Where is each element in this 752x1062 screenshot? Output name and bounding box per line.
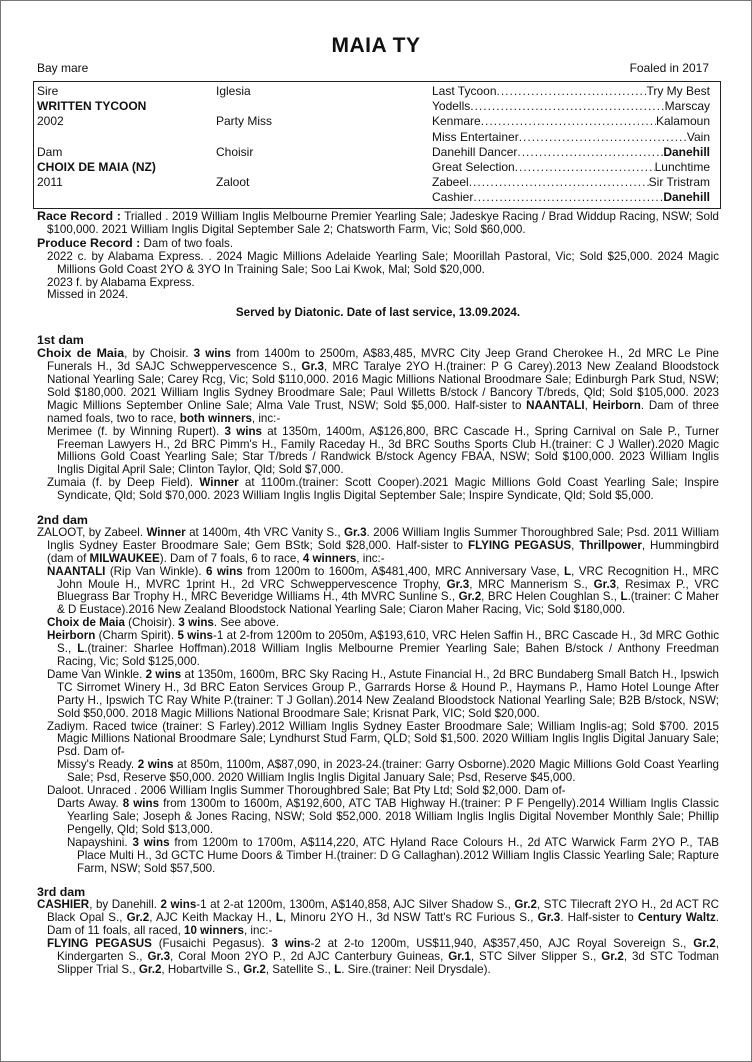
service-note: Served by Diatonic. Date of last service, 13.09.2024. [235,306,521,320]
progeny-choix-de-maia: Choix de Maia (Choisir). 3 wins. See above. [47,616,279,630]
second-dam-heading: 2nd dam [37,513,88,528]
horse-name: MAIA TY [331,34,421,57]
grandparent: Iglesia [216,84,251,98]
progeny-daloot: Daloot. Unraced . 2006 William Inglis Summer Thoroughbred Sale; Bat Pty Ltd; Sold $2,000. Dam of- [47,784,566,798]
sex-colour: Bay mare [37,61,89,75]
dam-label: Dam [37,144,63,159]
produce-item: 2023 f. by Alabama Express. [47,275,195,289]
ancestor-row: Miss Entertainer ..... Vain [432,130,710,145]
dam-name: CHOIX DE MAIA (NZ) [37,159,156,174]
progeny-dame-van-winkle: Dame Van Winkle. 2 wins at 1350m, 1600m, BRC Sky Racing H., Astute Financial H., 2d BRC Bundaberg Small Batch H., Ipswich TC Sirromet Winery H., 3d BRC Eaton Services Group P., Garrards Horse & Hound P., Haymans P., Hamo Hotel Lounge After Party H., Ipswich TC Ray White P.(trainer: T J Gollan).2014 New Zealand Bloodstock National Yearling Sale; B2B B/stock, NSW; Sold $50,000. 2018 Magic Millions National Broodmare Sale; Krisnat Park, VIC; Sold $20,000. [47,667,719,720]
ancestor-row: Kenmare ..... Kalamoun [432,114,710,129]
third-dam-heading: 3rd dam [37,885,86,900]
progeny-missys-ready: Missy's Ready. 2 wins at 850m, 1100m, A$87,090, in 2023-24.(trainer: Garry Osborne).2020 Magic Millions Gold Coast Yearling Sale; Psd, Reserve $50,000. 2020 William Inglis Inglis Digital January Sale; Psd, Reserve $45,000. [57,758,719,785]
dam-year: 2011 [37,175,63,190]
catalogue-body [37,210,719,977]
third-dam-entry: CASHIER, by Danehill. 2 wins-1 at 2-at 1200m, 1300m, A$140,858, AJC Silver Shadow S., Gr.2, STC Tilecraft 2YO H., 2d ACT RC Black Opal S., Gr.2, AJC Keith Mackay H., L, Minoru 2YO H., 3d NSW Tatt's RC Furious S., Gr.3. Half-sister to Century Waltz. Dam of 11 foals, all raced, 10 winners, inc:- [37,898,719,938]
first-dam-heading: 1st dam [37,333,84,348]
foaled-year: Foaled in 2017 [629,61,709,75]
pedigree-grandparents [216,84,272,190]
pedigree-table [33,81,721,209]
progeny-flying-pegasus: FLYING PEGASUS (Fusaichi Pegasus). 3 wins-2 at 2-to 1200m, US$11,940, A$357,450, AJC Royal Sovereign S., Gr.2, Kindergarten S., Gr.3, Coral Moon 2YO P., 2d AJC Canterbury Guineas, Gr.1, STC Silver Slipper S., Gr.2, 3d STC Todman Slipper Trial S., Gr.2, Hobartville S., Gr.2, Satellite S., L. Sire.(trainer: Neil Drysdale). [47,937,719,976]
pedigree-ancestors [432,84,710,206]
ancestor-row: Last Tycoon ..... Try My Best [432,84,710,99]
ancestor-row: Danehill Dancer ..... Danehill [432,145,710,160]
ancestor-row: Zabeel ..... Sir Tristram [432,175,710,190]
produce-item: Missed in 2024. [47,288,129,302]
sire-year: 2002 [37,114,64,129]
pedigree-parents [37,84,156,190]
progeny-zadiym: Zadiym. Raced twice (trainer: S Farley).2012 William Inglis Sydney Easter Broodmare Sale; William Inglis-ag; Sold $700. 2015 Magic Millions National Broodmare Sale; Lyndhurst Stud Farm, QLD; Sold $1,500. 2020 William Inglis Inglis Digital January Sale; Psd. Dam of- [47,719,719,759]
ancestor-row: Cashier ..... Danehill [432,190,710,205]
first-dam-entry: Choix de Maia, by Choisir. 3 wins from 1400m to 2500m, A$83,485, MVRC City Jeep Grand Cherokee H., 2d MRC Le Pine Funerals H., 3d SAJC Schweppervescence S., Gr.3, MRC Taralye 2YO H.(trainer: P G Carey).2013 New Zealand Bloodstock National Yearling Sale; Carey Rcg, Vic; Sold $110,000. 2016 Magic Millions National Broodmare Sale; Edinburgh Park Stud, NSW; Sold $180,000. 2021 William Inglis Sydney Broodmare Sale; Paul Willetts B/stock / Bancory T/breds, Qld; Sold $105,000. 2023 Magic Millions September Online Sale; Alma Vale Trust, NSW; Sold $5,000. Half-sister to NAANTALI, Heirborn. Dam of three named foals, two to race, both winners, inc:- [37,346,719,425]
progeny-naantali: NAANTALI (Rip Van Winkle). 6 wins from 1200m to 1600m, A$481,400, MRC Anniversary Vase, L, VRC Recognition H., MRC John Moule H., MVRC 1print H., 2d VRC Schweppervescence Trophy, Gr.3, MRC Mannerism S., Gr.3, Resimax P., VRC Bluegrass Bar Trophy H., MRC Beveridge Williams H., 4th MVRC Sunline S., Gr.2, BRC Helen Coughlan S., L.(trainer: C Maher & D Eustace).2016 New Zealand Bloodstock National Yearling Sale; Ciaron Maher Racing, Vic; Sold $180,000. [47,564,720,617]
ancestor-row: Yodells ..... Marscay [432,99,710,114]
sire-label: Sire [37,84,59,98]
grandparent: Party Miss [216,114,273,129]
grandparent: Zaloot [216,175,250,190]
produce-item: 2022 c. by Alabama Express. . 2024 Magic Millions Adelaide Yearling Sale; Moorillah Pastoral, Vic; Sold $25,000. 2024 Magic Millions Gold Coast 2YO & 3YO In Training Sale; Soo Lai Kwok, Mal; Sold $20,000. [47,249,719,276]
grandparent: Choisir [216,144,254,159]
progeny-merimee: Merimee (f. by Winning Rupert). 3 wins at 1350m, 1400m, A$126,800, BRC Cascade H., Spring Carnival on Sale P., Turner Freeman Lawyers H., 2d BRC Pimm's H., Family Raceday H., 3d BRC Souths Sports Club H.(trainer: C J Waller).2020 Magic Millions Gold Coast Yearling Sale; Star T/breds / Randwick B/stock Agency FBAA, NSW; Sold $100,000. 2023 William Inglis Inglis Digital April Sale; Clinton Taylor, Qld; Sold $7,000. [47,424,719,477]
progeny-napayshini: Napayshini. 3 wins from 1200m to 1700m, A$114,220, ATC Hyland Race Colours H., 2d ATC Warwick Farm 2YO P., TAB Place Multi H., 3d GCTC Hume Doors & Timber H.(trainer: D G Callaghan).2012 William Inglis Classic Yearling Sale; Rapture Farm, NSW; Sold $57,500. [67,835,719,875]
second-dam-entry: ZALOOT, by Zabeel. Winner at 1400m, 4th VRC Vanity S., Gr.3. 2006 William Inglis Summer Thoroughbred Sale; Psd. 2011 William Inglis Sydney Easter Broodmare Sale; Gem BStk; Sold $28,000. Half-sister to FLYING PEGASUS, Thrillpower, Hummingbird (dam of MILWAUKEE). Dam of 7 foals, 6 to race, 4 winners, inc:- [37,525,719,565]
ancestor-row: Great Selection ..... Lunchtime [432,160,710,175]
spacer [37,130,156,145]
produce-record: Produce Record : Dam of two foals. [37,235,234,250]
progeny-darts-away: Darts Away. 8 wins from 1300m to 1600m, A$192,600, ATC TAB Highway H.(trainer: P F Pengelly).2014 William Inglis Classic Yearling Sale; Joseph & Jones Racing, NSW; Sold $52,000. 2018 William Inglis Inglis Digital November Monthly Sale; Phillip Pengelly, Qld; Sold $13,000. [57,796,719,836]
sire-name: WRITTEN TYCOON [37,99,147,114]
race-record: Race Record : Trialled . 2019 William Inglis Melbourne Premier Yearling Sale; Jadeskye Racing / Brad Widdup Racing, NSW; Sold $100,000. 2021 William Inglis Digital September Sale 2; Chatsworth Farm, Vic; Sold $60,000. [37,209,719,236]
progeny-heirborn: Heirborn (Charm Spirit). 5 wins-1 at 2-from 1200m to 2050m, A$193,610, VRC Helen Saffin H., BRC Cascade H., 3d MRC Gothic S., L.(trainer: Sharlee Hoffman).2018 William Inglis Melbourne Premier Yearling Sale; Bahen B/stock / Anthony Freedman Racing, Vic; Sold $125,000. [47,629,719,668]
progeny-zumaia: Zumaia (f. by Deep Field). Winner at 1100m.(trainer: Scott Cooper).2021 Magic Millions Gold Coast Yearling Sale; Inspire Syndicate, Qld; Sold $70,000. 2023 William Inglis Inglis Digital September Sale; Inspire Syndicate, Qld; Sold $5,000. [47,476,720,503]
